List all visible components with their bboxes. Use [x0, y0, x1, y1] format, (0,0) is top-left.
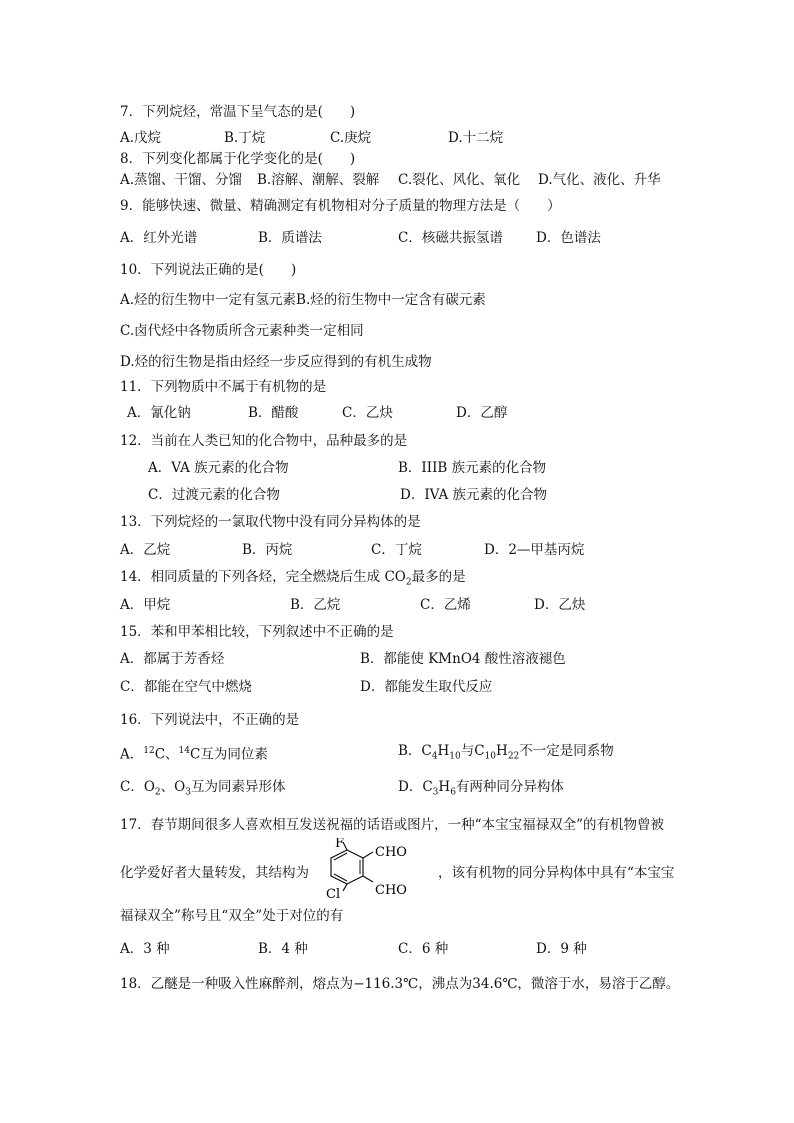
q11-stem: 11．下列物质中不属于有机物的是	[120, 379, 327, 395]
q10-stem: 10．下列说法正确的是( )	[120, 262, 297, 278]
q7-option-d: D.十二烷	[448, 130, 504, 146]
q12-option-b: B．IIIB 族元素的化合物	[398, 460, 547, 476]
q13-option-a: A．乙烷	[120, 542, 171, 558]
q11-option-d: D．乙醇	[456, 405, 508, 421]
q13-stem: 13．下列烷烃的一氯取代物中没有同分异构体的是	[120, 514, 421, 530]
q7-option-c: C.庚烷	[330, 130, 372, 146]
q13-option-c: C．丁烷	[371, 542, 422, 558]
q11-option-a: A．氰化钠	[127, 405, 191, 421]
q9-option-d: D．色谱法	[536, 230, 601, 246]
q12-option-d: D．IVA 族元素的化合物	[400, 487, 548, 503]
q17-option-c: C．6 种	[398, 941, 449, 957]
q15-option-b: B．都能使 KMnO4 酸性溶液褪色	[360, 651, 566, 667]
q13-option-d: D．2—甲基丙烷	[484, 542, 585, 558]
q17-option-a: A．3 种	[120, 941, 170, 957]
aldehyde-label-top: CHO	[375, 845, 407, 860]
q14-option-a: A．甲烷	[120, 597, 171, 613]
q8-option-a: A.蒸馏、干馏、分馏	[120, 172, 243, 188]
melting-point: −116.3	[353, 976, 404, 992]
q8-option-b: B.溶解、潮解、裂解	[257, 172, 380, 188]
q9-stem: 9．能够快速、微量、精确测定有机物相对分子质量的物理方法是（ ）	[120, 198, 561, 214]
q14-option-c: C．乙烯	[420, 597, 471, 613]
q7-option-b: B.丁烷	[224, 130, 266, 146]
q18-stem: 18．乙醚是一种吸入性麻醉剂，熔点为−116.3℃，沸点为34.6℃，微溶于水，易溶于乙醇。	[120, 976, 680, 992]
q16-option-d: D．$C_3H_6$有两种同分异构体	[398, 779, 564, 798]
q10-option-c: C.卤代烃中各物质所含元素种类一定相同	[120, 323, 364, 339]
q15-option-d: D．都能发生取代反应	[360, 679, 493, 695]
q16-option-c: C．$O_2$、$O_3$互为同素异形体	[120, 779, 286, 798]
q7-option-a: A.戊烷	[120, 130, 162, 146]
q11-option-c: C．乙炔	[342, 405, 393, 421]
boiling-point: 34.6	[472, 976, 503, 992]
q16-option-a: A．$^{12}$C、$^{14}$C互为同位素	[120, 746, 268, 763]
q10-option-ab: A.烃的衍生物中一定有氢元素B.烃的衍生物中一定含有碳元素	[120, 292, 486, 308]
q15-stem: 15．苯和甲苯相比较，下列叙述中不正确的是	[120, 624, 394, 640]
q14-option-d: D．乙炔	[534, 597, 586, 613]
q13-option-b: B．丙烷	[242, 542, 293, 558]
q12-stem: 12．当前在人类已知的化合物中，品种最多的是	[120, 433, 408, 449]
q9-option-c: C．核磁共振氢谱	[398, 230, 503, 246]
q12-option-c: C．过渡元素的化合物	[148, 487, 280, 503]
q9-option-b: B．质谱法	[258, 230, 322, 246]
q17-option-b: B．4 种	[258, 941, 308, 957]
q15-option-a: A．都属于芳香烃	[120, 651, 225, 667]
q14-stem: 14．相同质量的下列各烃，完全燃烧后生成 $CO_2$最多的是	[120, 569, 466, 588]
q8-option-d: D.气化、液化、升华	[538, 172, 661, 188]
q12-option-a: A．VA 族元素的化合物	[148, 460, 289, 476]
q17-stem-line3: 福禄双全”称号且“双全”处于对位的有	[120, 908, 344, 924]
q9-option-a: A．红外光谱	[120, 230, 198, 246]
q11-option-b: B．醋酸	[248, 405, 299, 421]
q8-stem: 8．下列变化都属于化学变化的是( )	[120, 151, 356, 167]
q15-option-c: C．都能在空气中燃烧	[120, 679, 252, 695]
aldehyde-label-bottom: CHO	[375, 883, 407, 898]
q17-option-d: D．9 种	[536, 941, 587, 957]
chlorine-label: Cl	[326, 887, 341, 900]
q10-option-d: D.烃的衍生物是指由烃经一步反应得到的有机生成物	[120, 354, 432, 370]
benzene-structure	[316, 838, 438, 900]
q17-stem-line2-pre: 化学爱好者大量转发，其结构为	[120, 865, 309, 881]
q16-stem: 16．下列说法中，不正确的是	[120, 712, 300, 728]
q7-stem: 7．下列烷烃，常温下呈气态的是( )	[120, 104, 356, 120]
q8-option-c: C.裂化、风化、氧化	[398, 172, 521, 188]
q16-option-b: B．$C_4H_{10}$与$C_{10}H_{22}$不一定是同系物	[398, 743, 614, 762]
q17-stem-line1: 17．春节期间很多人喜欢相互发送祝福的话语或图片，一种“本宝宝福禄双全”的有机物曾被	[120, 817, 664, 833]
fluorine-label: F	[335, 838, 345, 851]
q14-option-b: B．乙烷	[290, 597, 341, 613]
q17-stem-line2-post: ，该有机物的同分异构体中具有“本宝宝	[438, 865, 675, 881]
